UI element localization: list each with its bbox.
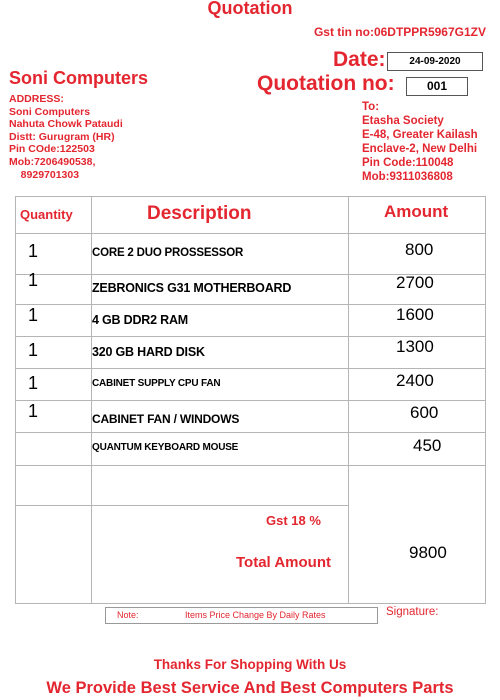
buyer-address-line: Mob:9311036808 [362,171,453,183]
row-quantity: 1 [28,401,39,421]
seller-address-line: ADDRESS: [9,93,64,105]
row-amount: 2700 [396,273,434,292]
gst-tin: Gst tin no:06DTPPR5967G1ZV [313,25,486,39]
buyer-address-line: To: [362,101,380,113]
row-description: CORE 2 DUO PROSSESSOR [92,247,244,259]
table-divider [16,368,485,369]
row-quantity: 1 [28,305,39,325]
seller-address-line: 8929701303 [9,168,80,181]
row-amount: 1300 [396,337,434,356]
quotation-no-label: Quotation no: [257,72,395,95]
row-description: ZEBRONICS G31 MOTHERBOARD [92,281,292,295]
seller-address-line: Soni Computers [9,105,91,118]
signature-label: Signature: [386,606,439,618]
row-amount: 2400 [396,371,434,390]
table-divider [16,465,485,466]
seller-address-line: Distt: Gurugram (HR) [9,130,115,143]
quotation-no-value: 001 [406,77,468,96]
seller-address-line: Pin COde:122503 [9,143,95,156]
note-text: Items Price Change By Daily Rates [185,610,326,620]
buyer-address-line: Enclave-2, New Delhi [362,143,478,155]
footer-slogan: We Provide Best Service And Best Computers Parts [46,679,454,697]
buyer-address-line: Etasha Society [362,115,444,127]
total-label: Total Amount [236,554,331,571]
seller-name: Soni Computers [9,68,149,88]
buyer-address-line: Pin Code:110048 [362,157,454,169]
row-description: 4 GB DDR2 RAM [92,313,189,327]
note-label: Note: [117,610,139,620]
seller-address-line: Mob:7206490538, [9,155,96,168]
row-quantity: 1 [28,340,39,360]
row-amount: 800 [405,240,434,259]
row-amount: 600 [410,403,439,422]
table-divider [16,400,485,401]
header-quantity: Quantity [20,207,73,222]
row-amount: 450 [413,436,442,455]
row-description: QUANTUM KEYBOARD MOUSE [92,442,239,453]
row-quantity: 1 [28,241,39,261]
total-value: 9800 [409,543,447,562]
date-value: 24-09-2020 [387,52,483,71]
table-divider [16,432,485,433]
row-description: CABINET FAN / WINDOWS [92,412,240,426]
seller-address-line: Nahuta Chowk Pataudi [9,118,123,131]
footer-thanks: Thanks For Shopping With Us [153,657,347,672]
table-divider [16,233,485,234]
gst-percent: Gst 18 % [266,513,321,528]
row-amount: 1600 [396,305,434,324]
buyer-address [362,100,478,184]
table-divider [16,505,348,506]
buyer-address-line: E-48, Greater Kailash [362,129,478,141]
row-quantity: 1 [28,373,39,393]
row-description: CABINET SUPPLY CPU FAN [92,378,221,389]
header-amount: Amount [384,202,449,221]
seller-address [9,93,123,181]
row-quantity: 1 [28,270,39,290]
row-description: 320 GB HARD DISK [92,345,205,359]
header-description: Description [147,203,252,224]
document-title: Quotation [207,0,293,18]
date-label: Date: [333,48,386,71]
